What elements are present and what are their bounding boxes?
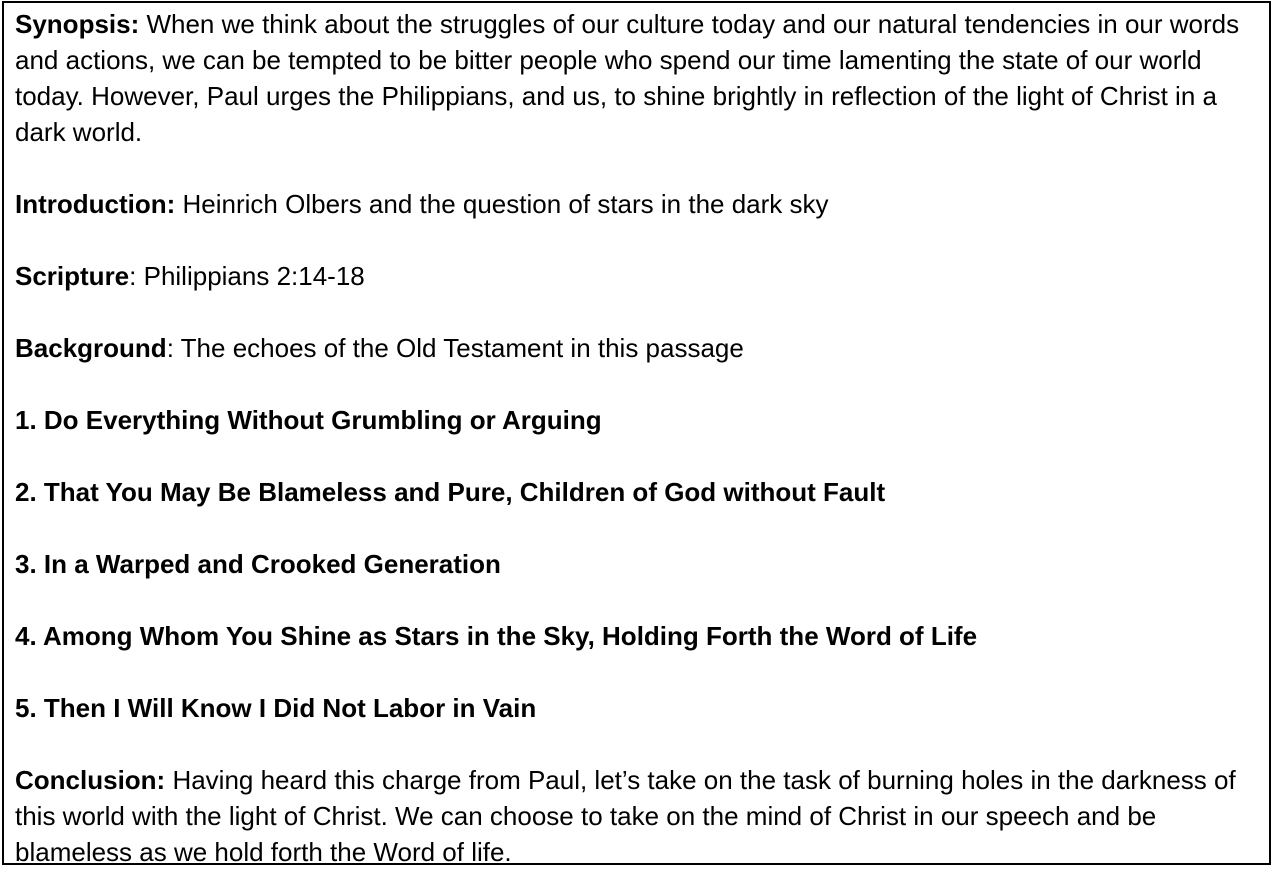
- sermon-outline-box: [2, 1, 1271, 865]
- introduction-text: Heinrich Olbers and the question of stars in the dark sky: [175, 189, 829, 219]
- spacer: [15, 438, 1259, 474]
- conclusion-label: Conclusion:: [15, 765, 166, 795]
- introduction-label: Introduction:: [15, 189, 176, 219]
- spacer: [15, 222, 1259, 258]
- point-heading-1: 1. Do Everything Without Grumbling or Arguing: [15, 405, 602, 435]
- point-heading-2: 2. That You May Be Blameless and Pure, Children of God without Fault: [15, 477, 886, 507]
- scripture-paragraph: [15, 258, 1259, 294]
- scripture-label: Scripture: [15, 261, 130, 291]
- scripture-text: : Philippians 2:14-18: [129, 261, 365, 291]
- background-text: : The echoes of the Old Testament in this passage: [166, 333, 744, 363]
- point-heading-4: 4. Among Whom You Shine as Stars in the Sky, Holding Forth the Word of Life: [15, 621, 978, 651]
- spacer: [15, 294, 1259, 330]
- spacer: [15, 366, 1259, 402]
- point-heading-3: 3. In a Warped and Crooked Generation: [15, 549, 501, 579]
- conclusion-paragraph: [15, 762, 1259, 870]
- conclusion-text: Having heard this charge from Paul, let’s take on the task of burning holes in the darkness of this world with the light of Christ. We can choose to take on the mind of Christ in our speech and be blameless as we hold forth the Word of life.: [15, 765, 1236, 867]
- background-paragraph: [15, 330, 1259, 366]
- spacer: [15, 510, 1259, 546]
- spacer: [15, 150, 1259, 186]
- spacer: [15, 726, 1259, 762]
- synopsis-paragraph: [15, 6, 1259, 150]
- synopsis-label: Synopsis:: [15, 9, 140, 39]
- spacer: [15, 582, 1259, 618]
- spacer: [15, 654, 1259, 690]
- background-label: Background: [15, 333, 167, 363]
- synopsis-text: When we think about the struggles of our culture today and our natural tendencies in our words and actions, we can be tempted to be bitter people who spend our time lamenting the state of our world today. However, Paul urges the Philippians, and us, to shine brightly in reflection of the light of Christ in a dark world.: [15, 9, 1240, 147]
- point-heading-5: 5. Then I Will Know I Did Not Labor in Vain: [15, 693, 537, 723]
- introduction-paragraph: [15, 186, 1259, 222]
